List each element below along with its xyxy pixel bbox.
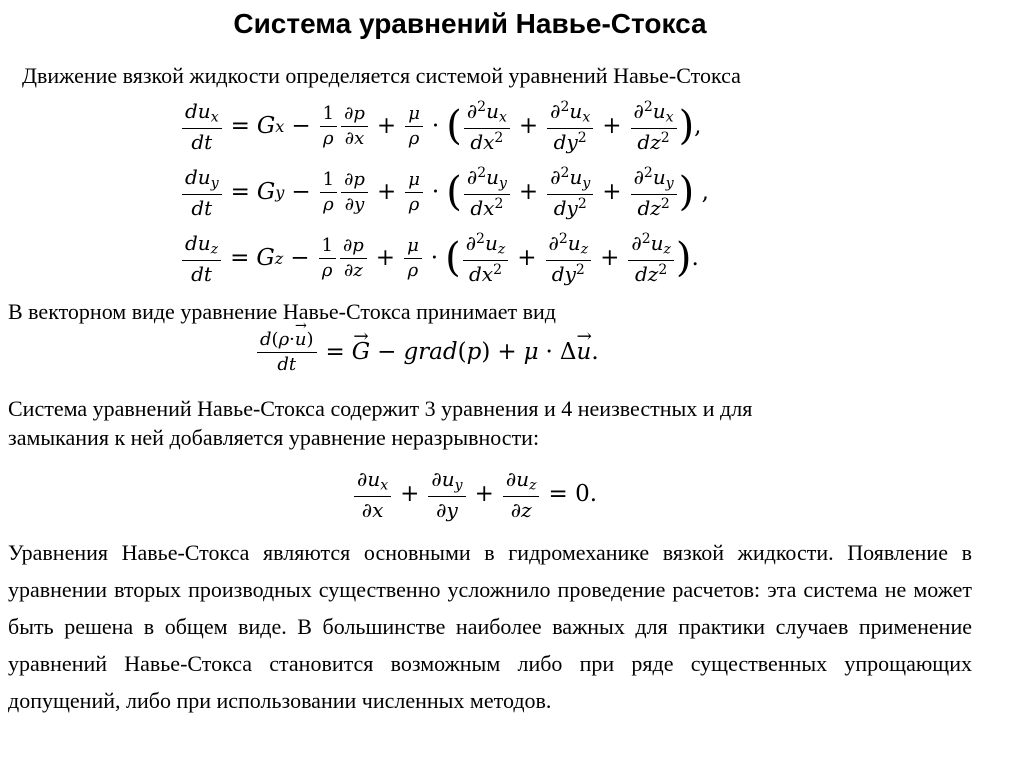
vector-intro-text: В векторном виде уравнение Навье-Стокса принимает вид <box>8 299 556 324</box>
page-title: Система уравнений Навье-Стокса <box>233 8 707 39</box>
equation-y-punct: , <box>701 179 709 206</box>
continuity-intro-line1: Система уравнений Навье-Стокса содержит 3 уравнения и 4 неизвестных и для <box>8 396 753 421</box>
equation-x-punct: , <box>694 113 702 140</box>
equation-vector: $\frac{d(\rho\cdot\to u)}{dt}$ = → G − grad ( p ) + μ · Δ → u . <box>255 330 599 375</box>
equation-z-punct: . <box>691 245 699 272</box>
conclusion-paragraph: Уравнения Навье-Стокса являются основными в гидромеханике вязкой жидкости. Появление в уравнении вторых производных существенно усложнило проведение расчетов: эта система не может быть решена в общем виде. В большинстве наиболее важных для практики случаев применение уравнений Навье-Стокса становится возможным либо при ряде существенных упрощающих допущений, либо при использовании численных методов. <box>8 540 972 713</box>
intro-text: Движение вязкой жидкости определяется системой уравнений Навье-Стокса <box>22 63 741 88</box>
equation-continuity: $\frac{\partial u_x}{\partial x}$ + $\frac{\partial u_y}{\partial y}$ + $\frac{\partial u_z}{\partial z}$ = 0. <box>352 468 597 521</box>
continuity-rhs: = 0. <box>548 481 598 508</box>
continuity-intro-line2: замыкания к ней добавляется уравнение неразрывности: <box>8 425 540 450</box>
equation-y: $\frac{du_y}{dt}$ = G y − $\frac{1}{\rho}$ $\frac{\partial p}{\partial y}$ + $\frac{\mu}{\rho}$ · ( $\frac{\partial^2u_y}{dx^2}$ + $\frac{\partial^2u_y}{dy^2}$ + $\frac{\partial^2u_y}{dz^2}$ ) , <box>180 166 709 219</box>
equation-x: $\frac{du_x}{dt}$ = G x − $\frac{1}{\rho}$ $\frac{\partial p}{\partial x}$ + $\frac{\mu}{\rho}$ · ( $\frac{\partial^2u_x}{dx^2}$ + $\frac{\partial^2u_x}{dy^2}$ + $\frac{\partial^2u_x}{dz^2}$ ) , <box>180 100 701 153</box>
equation-z: $\frac{du_z}{dt}$ = G z − $\frac{1}{\rho}$ $\frac{\partial p}{\partial z}$ + $\frac{\mu}{\rho}$ · ( $\frac{\partial^2u_z}{dx^2}$ + $\frac{\partial^2u_z}{dy^2}$ + $\frac{\partial^2u_z}{dz^2}$ ) . <box>180 232 699 285</box>
